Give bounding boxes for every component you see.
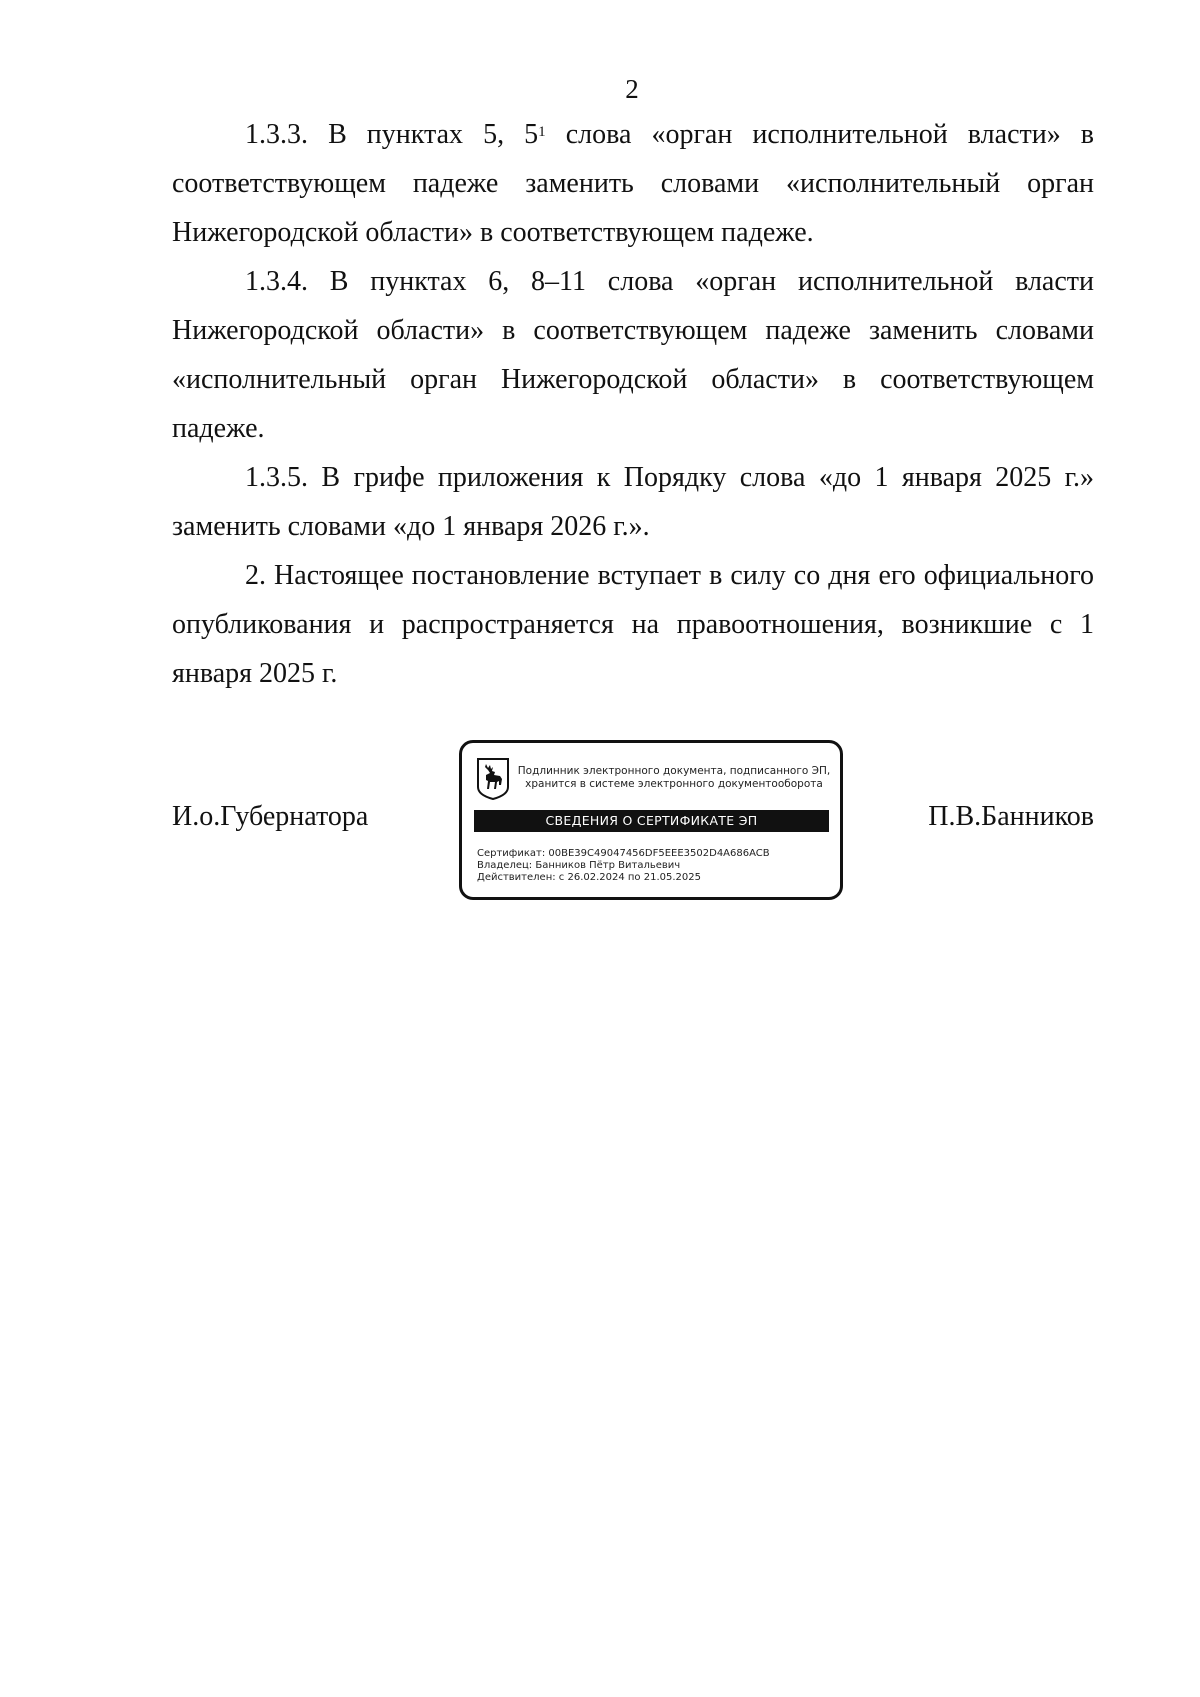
certificate-number: Сертификат: 00BE39C49047456DF5EEE3502D4A686ACB [477, 848, 770, 859]
certificate-owner: Владелец: Банников Пётр Витальевич [477, 860, 681, 871]
paragraph-1-3-3 [172, 110, 1094, 257]
signatory-name: П.В.Банников [928, 801, 1094, 832]
paragraph-1-3-4: 1.3.4. В пунктах 6, 8–11 слова «орган исполнительной власти Нижегородской области» в соответствующем падеже заменить словами «исполнительный орган Нижегородской области» в соответствующем падеже. [172, 266, 1094, 444]
paragraph-1-3-5: 1.3.5. В грифе приложения к Порядку слова «до 1 января 2025 г.» заменить словами «до 1 января 2026 г.». [172, 462, 1094, 542]
electronic-signature-stamp [459, 740, 843, 900]
stamp-header [514, 765, 834, 791]
superscript-1: 1 [538, 124, 546, 140]
page-number: 2 [625, 74, 639, 104]
stamp-banner: СВЕДЕНИЯ О СЕРТИФИКАТЕ ЭП [474, 810, 829, 832]
certificate-validity: Действителен: с 26.02.2024 по 21.05.2025 [477, 872, 701, 883]
stamp-certificate-info [477, 848, 770, 884]
stamp-header-line-2: хранится в системе электронного документооборота [525, 778, 823, 790]
paragraph-2: 2. Настоящее постановление вступает в силу со дня его официального опубликования и распространяется на правоотношения, возникшие с 1 января 2025 г. [172, 560, 1094, 689]
deer-coat-of-arms-icon [476, 757, 510, 801]
signatory-position: И.о.Губернатора [172, 801, 369, 832]
document-body [172, 110, 1094, 698]
paragraph-1-3-3-start: 1.3.3. В пунктах 5, 5 [245, 119, 539, 150]
paragraph-1-3-3-rest: слова «орган исполнительной власти» в соответствующем падеже заменить словами «исполнительный орган Нижегородской области» в соответствующем падеже. [172, 119, 1094, 248]
stamp-header-line-1: Подлинник электронного документа, подписанного ЭП, [517, 765, 831, 777]
